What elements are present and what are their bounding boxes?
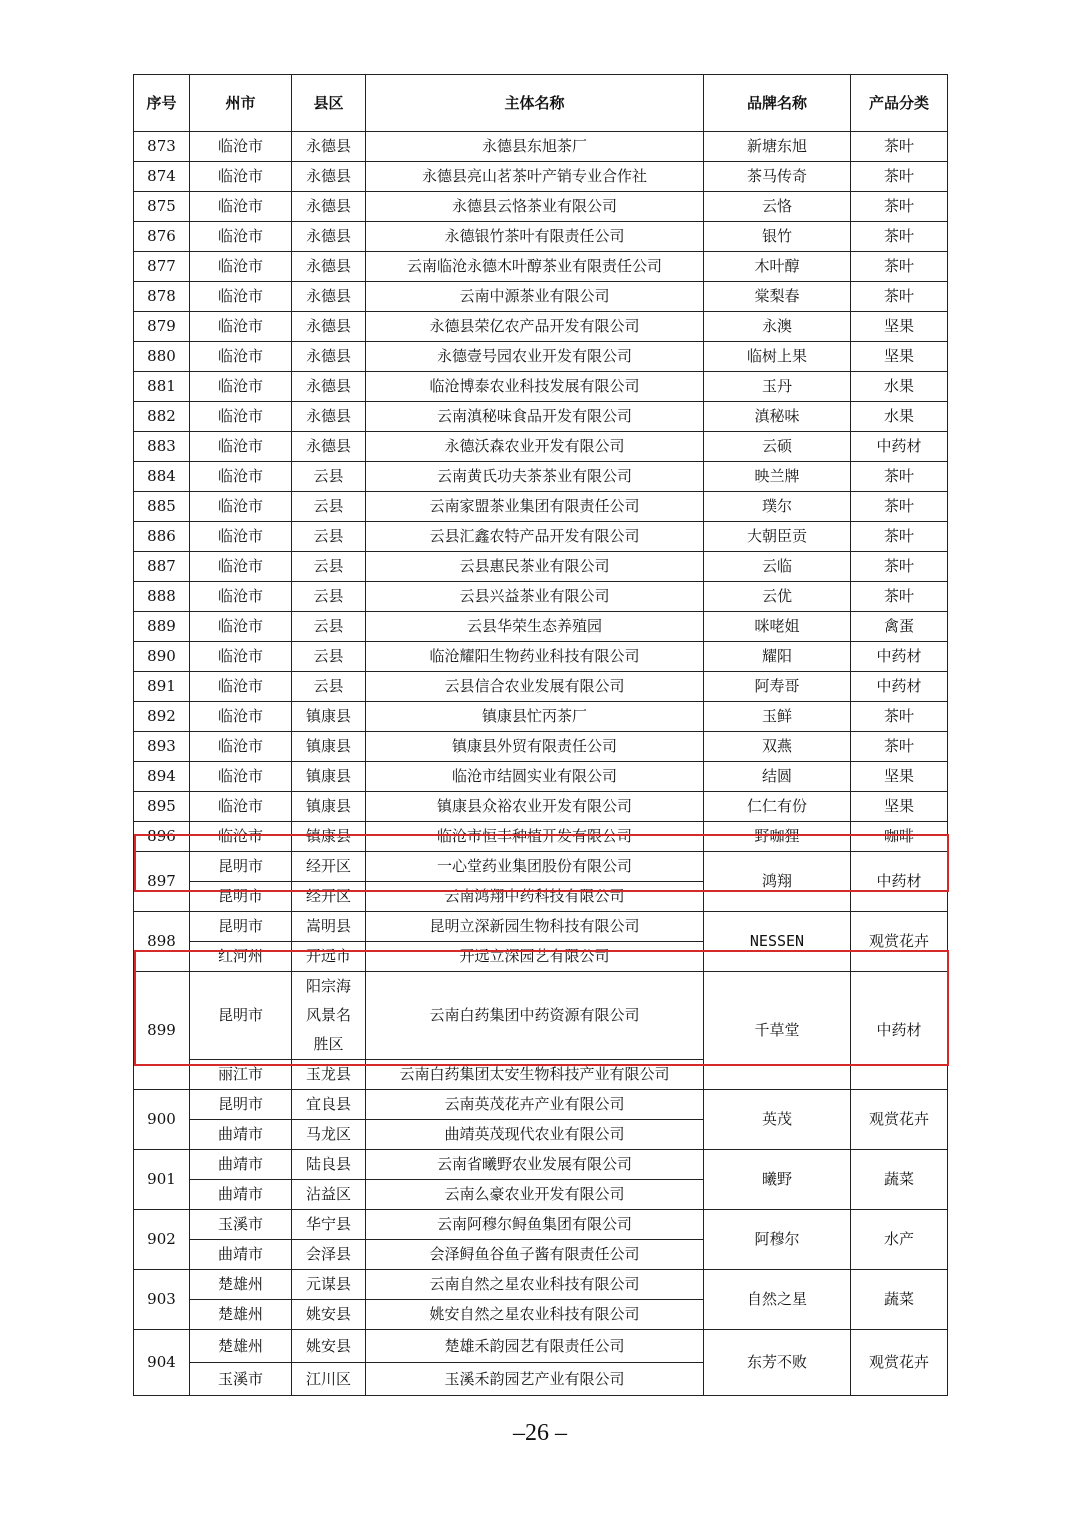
table-row <box>134 1270 948 1300</box>
row-city: 临沧市 <box>190 312 292 342</box>
page-number: –26 – <box>513 1420 567 1446</box>
row-index: 900 <box>134 1090 190 1150</box>
row-entity-name: 云南临沧永德木叶醇茶业有限责任公司 <box>366 252 704 282</box>
row-county: 华宁县 <box>292 1210 366 1240</box>
row-county: 姚安县 <box>292 1300 366 1330</box>
row-county: 镇康县 <box>292 702 366 732</box>
row-brand-name: 阿寿哥 <box>704 672 851 702</box>
row-entity-name: 楚雄禾韵园艺有限责任公司 <box>366 1330 704 1363</box>
row-entity-name: 玉溪禾韵园艺产业有限公司 <box>366 1363 704 1396</box>
row-entity-name: 昆明立深新园生物科技有限公司 <box>366 912 704 942</box>
row-entity-name: 云南阿穆尔鲟鱼集团有限公司 <box>366 1210 704 1240</box>
row-category: 中药材 <box>851 642 948 672</box>
row-entity-name: 永德银竹茶叶有限责任公司 <box>366 222 704 252</box>
row-city: 临沧市 <box>190 612 292 642</box>
row-entity-name: 云南滇秘味食品开发有限公司 <box>366 402 704 432</box>
row-brand-name: 玉丹 <box>704 372 851 402</box>
row-county: 玉龙县 <box>292 1060 366 1090</box>
row-category: 茶叶 <box>851 282 948 312</box>
row-city: 临沧市 <box>190 162 292 192</box>
table-row <box>134 822 948 852</box>
row-entity-name: 镇康县忙丙茶厂 <box>366 702 704 732</box>
row-index: 878 <box>134 282 190 312</box>
row-entity-name: 云南鸿翔中药科技有限公司 <box>366 882 704 912</box>
row-city: 楚雄州 <box>190 1300 292 1330</box>
row-brand-name: 大朝臣贡 <box>704 522 851 552</box>
row-county: 经开区 <box>292 882 366 912</box>
row-entity-name: 临沧耀阳生物药业科技有限公司 <box>366 642 704 672</box>
row-brand-name: 自然之星 <box>704 1270 851 1330</box>
row-county: 陆良县 <box>292 1150 366 1180</box>
row-city: 临沧市 <box>190 552 292 582</box>
row-entity-name: 永德县东旭茶厂 <box>366 132 704 162</box>
county-line: 风景名 <box>305 1006 351 1024</box>
row-category: 禽蛋 <box>851 612 948 642</box>
table-row <box>134 552 948 582</box>
row-brand-name: 咪咾姐 <box>704 612 851 642</box>
row-city: 昆明市 <box>190 882 292 912</box>
row-county: 宜良县 <box>292 1090 366 1120</box>
row-category: 观赏花卉 <box>851 1330 948 1396</box>
row-county: 云县 <box>292 462 366 492</box>
row-index: 902 <box>134 1210 190 1270</box>
row-index: 880 <box>134 342 190 372</box>
row-city: 临沧市 <box>190 822 292 852</box>
row-brand-name: 云临 <box>704 552 851 582</box>
row-county: 永德县 <box>292 252 366 282</box>
header-entity-name: 主体名称 <box>366 75 704 132</box>
row-category: 茶叶 <box>851 462 948 492</box>
table-row <box>134 192 948 222</box>
county-line: 阳宗海 <box>305 977 351 995</box>
row-city: 临沧市 <box>190 462 292 492</box>
row-entity-name: 永德沃森农业开发有限公司 <box>366 432 704 462</box>
row-entity-name: 临沧市恒丰种植开发有限公司 <box>366 822 704 852</box>
row-index: 901 <box>134 1150 190 1210</box>
row-brand-name: 东芳不败 <box>704 1330 851 1396</box>
row-entity-name: 永德县云恪茶业有限公司 <box>366 192 704 222</box>
table-row <box>134 732 948 762</box>
row-index: 899 <box>134 972 190 1090</box>
row-county: 永德县 <box>292 312 366 342</box>
row-city: 楚雄州 <box>190 1330 292 1363</box>
row-county: 永德县 <box>292 432 366 462</box>
row-category: 中药材 <box>851 972 948 1090</box>
header-city: 州市 <box>190 75 292 132</box>
row-index: 889 <box>134 612 190 642</box>
row-city: 临沧市 <box>190 342 292 372</box>
row-county: 会泽县 <box>292 1240 366 1270</box>
row-county: 永德县 <box>292 372 366 402</box>
row-city: 临沧市 <box>190 132 292 162</box>
header-category: 产品分类 <box>851 75 948 132</box>
table-row <box>134 1150 948 1180</box>
row-county: 云县 <box>292 612 366 642</box>
row-category: 坚果 <box>851 792 948 822</box>
row-brand-name: 野咖狸 <box>704 822 851 852</box>
row-category: 观赏花卉 <box>851 912 948 972</box>
row-city: 玉溪市 <box>190 1363 292 1396</box>
row-entity-name: 云南么豪农业开发有限公司 <box>366 1180 704 1210</box>
row-index: 874 <box>134 162 190 192</box>
row-index: 881 <box>134 372 190 402</box>
row-category: 茶叶 <box>851 252 948 282</box>
row-brand-name: 英茂 <box>704 1090 851 1150</box>
row-category: 咖啡 <box>851 822 948 852</box>
row-entity-name: 云南省曦野农业发展有限公司 <box>366 1150 704 1180</box>
row-entity-name: 云县信合农业发展有限公司 <box>366 672 704 702</box>
row-entity-name: 云南中源茶业有限公司 <box>366 282 704 312</box>
row-county: 镇康县 <box>292 732 366 762</box>
row-city: 昆明市 <box>190 852 292 882</box>
row-brand-name: 仁仁有份 <box>704 792 851 822</box>
table-row <box>134 372 948 402</box>
table-row <box>134 912 948 942</box>
row-county: 马龙区 <box>292 1120 366 1150</box>
row-brand-name: 茶马传奇 <box>704 162 851 192</box>
row-index: 903 <box>134 1270 190 1330</box>
row-entity-name: 云南黄氏功夫茶茶业有限公司 <box>366 462 704 492</box>
row-category: 茶叶 <box>851 162 948 192</box>
row-brand-name: 曦野 <box>704 1150 851 1210</box>
table-row <box>134 642 948 672</box>
row-county: 沾益区 <box>292 1180 366 1210</box>
row-index: 884 <box>134 462 190 492</box>
row-brand-name: 千草堂 <box>704 972 851 1090</box>
table-row <box>134 222 948 252</box>
row-category: 茶叶 <box>851 732 948 762</box>
row-city: 昆明市 <box>190 972 292 1060</box>
row-category: 中药材 <box>851 852 948 912</box>
row-county: 镇康县 <box>292 822 366 852</box>
row-city: 临沧市 <box>190 192 292 222</box>
row-entity-name: 云县汇鑫农特产品开发有限公司 <box>366 522 704 552</box>
row-index: 875 <box>134 192 190 222</box>
row-county: 姚安县 <box>292 1330 366 1363</box>
row-entity-name: 云南白药集团太安生物科技产业有限公司 <box>366 1060 704 1090</box>
row-category: 水果 <box>851 402 948 432</box>
brand-list-table <box>133 74 948 1396</box>
row-category: 坚果 <box>851 312 948 342</box>
row-city: 曲靖市 <box>190 1180 292 1210</box>
row-county: 云县 <box>292 672 366 702</box>
table-row <box>134 162 948 192</box>
row-category: 茶叶 <box>851 552 948 582</box>
table-row <box>134 342 948 372</box>
row-category: 观赏花卉 <box>851 1090 948 1150</box>
row-city: 临沧市 <box>190 762 292 792</box>
row-entity-name: 开远立深园艺有限公司 <box>366 942 704 972</box>
row-city: 临沧市 <box>190 732 292 762</box>
row-category: 茶叶 <box>851 582 948 612</box>
row-index: 873 <box>134 132 190 162</box>
row-category: 蔬菜 <box>851 1150 948 1210</box>
table-row <box>134 312 948 342</box>
row-brand-name: 玉鲜 <box>704 702 851 732</box>
row-brand-name: 临树上果 <box>704 342 851 372</box>
row-category: 水果 <box>851 372 948 402</box>
row-index: 904 <box>134 1330 190 1396</box>
table-row <box>134 1090 948 1120</box>
row-city: 红河州 <box>190 942 292 972</box>
row-entity-name: 永德县亮山茗茶叶产销专业合作社 <box>366 162 704 192</box>
row-entity-name: 镇康县外贸有限责任公司 <box>366 732 704 762</box>
row-index: 894 <box>134 762 190 792</box>
table-row <box>134 492 948 522</box>
row-county: 永德县 <box>292 162 366 192</box>
row-county: 云县 <box>292 522 366 552</box>
row-entity-name: 临沧市结圆实业有限公司 <box>366 762 704 792</box>
row-county: 云县 <box>292 642 366 672</box>
row-index: 895 <box>134 792 190 822</box>
table-header-row <box>134 75 948 132</box>
row-category: 茶叶 <box>851 222 948 252</box>
row-entity-name: 临沧博泰农业科技发展有限公司 <box>366 372 704 402</box>
county-line: 胜区 <box>313 1035 344 1053</box>
table-row <box>134 432 948 462</box>
row-category: 水产 <box>851 1210 948 1270</box>
row-index: 877 <box>134 252 190 282</box>
row-category: 茶叶 <box>851 192 948 222</box>
row-entity-name: 永德壹号园农业开发有限公司 <box>366 342 704 372</box>
row-county: 永德县 <box>292 402 366 432</box>
table-row <box>134 1330 948 1363</box>
row-index: 897 <box>134 852 190 912</box>
header-brand-name: 品牌名称 <box>704 75 851 132</box>
table-row <box>134 582 948 612</box>
row-city: 昆明市 <box>190 1090 292 1120</box>
row-county: 开远市 <box>292 942 366 972</box>
table-row <box>134 672 948 702</box>
row-brand-name: 映兰牌 <box>704 462 851 492</box>
table-row <box>134 852 948 882</box>
row-brand-name: 结圆 <box>704 762 851 792</box>
row-city: 临沧市 <box>190 582 292 612</box>
row-entity-name: 一心堂药业集团股份有限公司 <box>366 852 704 882</box>
row-county: 经开区 <box>292 852 366 882</box>
row-brand-name: 银竹 <box>704 222 851 252</box>
row-city: 临沧市 <box>190 642 292 672</box>
row-index: 896 <box>134 822 190 852</box>
row-county: 云县 <box>292 582 366 612</box>
row-entity-name: 云南英茂花卉产业有限公司 <box>366 1090 704 1120</box>
row-brand-name: 璞尔 <box>704 492 851 522</box>
row-category: 茶叶 <box>851 132 948 162</box>
row-city: 楚雄州 <box>190 1270 292 1300</box>
row-city: 临沧市 <box>190 372 292 402</box>
row-index: 876 <box>134 222 190 252</box>
row-county: 永德县 <box>292 192 366 222</box>
row-brand-name: 云优 <box>704 582 851 612</box>
row-index: 887 <box>134 552 190 582</box>
row-entity-name: 云县惠民茶业有限公司 <box>366 552 704 582</box>
row-county: 镇康县 <box>292 792 366 822</box>
row-entity-name: 云南白药集团中药资源有限公司 <box>366 972 704 1060</box>
row-brand-name: 永澳 <box>704 312 851 342</box>
row-brand-name: 云硕 <box>704 432 851 462</box>
row-index: 879 <box>134 312 190 342</box>
row-city: 临沧市 <box>190 792 292 822</box>
row-city: 临沧市 <box>190 282 292 312</box>
row-city: 曲靖市 <box>190 1240 292 1270</box>
row-entity-name: 永德县荣亿农产品开发有限公司 <box>366 312 704 342</box>
row-brand-name: 棠梨春 <box>704 282 851 312</box>
row-index: 890 <box>134 642 190 672</box>
table-row <box>134 972 948 1060</box>
row-city: 昆明市 <box>190 912 292 942</box>
table-row <box>134 462 948 492</box>
row-index: 883 <box>134 432 190 462</box>
row-city: 临沧市 <box>190 522 292 552</box>
header-index: 序号 <box>134 75 190 132</box>
row-city: 丽江市 <box>190 1060 292 1090</box>
row-city: 临沧市 <box>190 492 292 522</box>
row-brand-name: 云恪 <box>704 192 851 222</box>
header-county: 县区 <box>292 75 366 132</box>
row-city: 临沧市 <box>190 432 292 462</box>
row-entity-name: 会泽鲟鱼谷鱼子酱有限责任公司 <box>366 1240 704 1270</box>
row-city: 临沧市 <box>190 672 292 702</box>
row-index: 892 <box>134 702 190 732</box>
row-county: 嵩明县 <box>292 912 366 942</box>
table-row <box>134 792 948 822</box>
row-county: 镇康县 <box>292 762 366 792</box>
row-county: 云县 <box>292 552 366 582</box>
row-county: 云县 <box>292 492 366 522</box>
row-brand-name: 滇秘味 <box>704 402 851 432</box>
row-entity-name: 曲靖英茂现代农业有限公司 <box>366 1120 704 1150</box>
row-category: 蔬菜 <box>851 1270 948 1330</box>
row-brand-name: NESSEN <box>704 912 851 972</box>
row-entity-name: 云县兴益茶业有限公司 <box>366 582 704 612</box>
row-city: 临沧市 <box>190 402 292 432</box>
row-county: 永德县 <box>292 132 366 162</box>
row-brand-name: 阿穆尔 <box>704 1210 851 1270</box>
row-category: 坚果 <box>851 342 948 372</box>
row-brand-name: 木叶醇 <box>704 252 851 282</box>
table-row <box>134 252 948 282</box>
row-category: 中药材 <box>851 672 948 702</box>
row-category: 坚果 <box>851 762 948 792</box>
row-index: 882 <box>134 402 190 432</box>
row-brand-name: 鸿翔 <box>704 852 851 912</box>
row-city: 临沧市 <box>190 222 292 252</box>
row-index: 888 <box>134 582 190 612</box>
table-row <box>134 1210 948 1240</box>
table-row <box>134 612 948 642</box>
row-brand-name: 新塘东旭 <box>704 132 851 162</box>
row-city: 曲靖市 <box>190 1120 292 1150</box>
row-county: 元谋县 <box>292 1270 366 1300</box>
row-city: 曲靖市 <box>190 1150 292 1180</box>
table-row <box>134 402 948 432</box>
row-entity-name: 云南家盟茶业集团有限责任公司 <box>366 492 704 522</box>
row-brand-name: 双燕 <box>704 732 851 762</box>
row-entity-name: 姚安自然之星农业科技有限公司 <box>366 1300 704 1330</box>
row-county: 永德县 <box>292 282 366 312</box>
table-row <box>134 522 948 552</box>
row-county: 江川区 <box>292 1363 366 1396</box>
table-row <box>134 702 948 732</box>
row-index: 893 <box>134 732 190 762</box>
row-county: 永德县 <box>292 342 366 372</box>
row-index: 886 <box>134 522 190 552</box>
row-city: 玉溪市 <box>190 1210 292 1240</box>
table-row <box>134 282 948 312</box>
row-entity-name: 镇康县众裕农业开发有限公司 <box>366 792 704 822</box>
row-category: 茶叶 <box>851 522 948 552</box>
row-entity-name: 云县华荣生态养殖园 <box>366 612 704 642</box>
row-county: 永德县 <box>292 222 366 252</box>
table-row <box>134 132 948 162</box>
row-category: 茶叶 <box>851 702 948 732</box>
row-index: 898 <box>134 912 190 972</box>
row-city: 临沧市 <box>190 702 292 732</box>
row-county <box>292 972 366 1060</box>
row-index: 891 <box>134 672 190 702</box>
row-entity-name: 云南自然之星农业科技有限公司 <box>366 1270 704 1300</box>
row-city: 临沧市 <box>190 252 292 282</box>
table-row <box>134 762 948 792</box>
row-brand-name: 耀阳 <box>704 642 851 672</box>
row-category: 茶叶 <box>851 492 948 522</box>
row-index: 885 <box>134 492 190 522</box>
row-category: 中药材 <box>851 432 948 462</box>
